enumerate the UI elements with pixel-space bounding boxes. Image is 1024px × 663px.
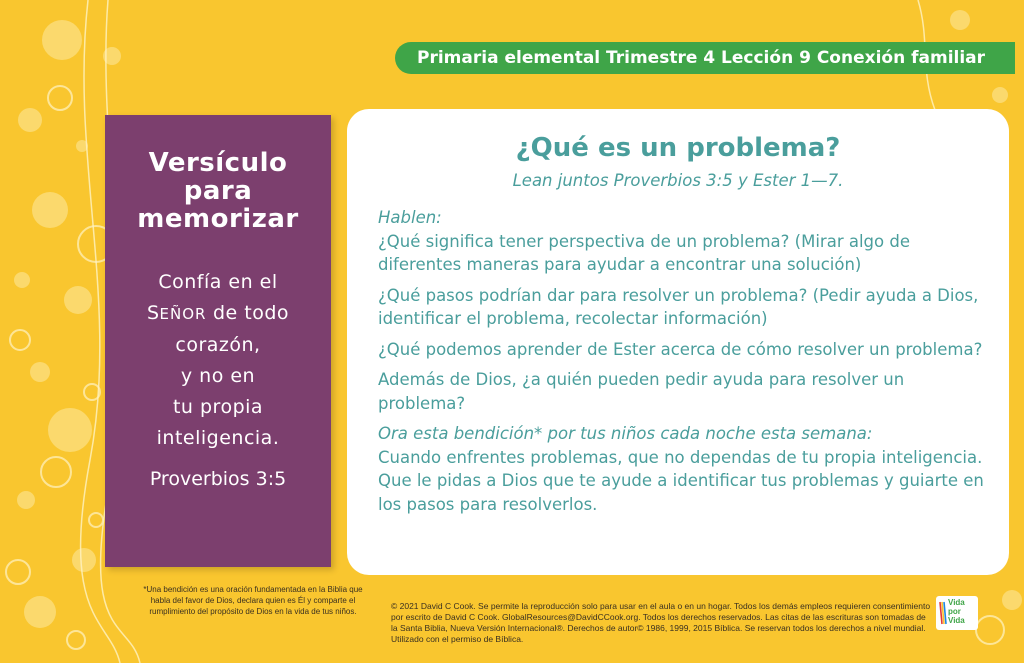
blessing-footnote: *Una bendición es una oración fundamentada en la Biblia que habla del favor de Dios, declara quien es Él y comparte el rumplimiento del propósito de Dios en la vida de tus niños. [143,585,363,616]
verse-reference: Proverbios 3:5 [149,468,287,490]
vida-por-vida-logo [936,596,978,630]
logo-text: Vida [948,616,965,625]
verse-line: corazón, [175,334,261,356]
discussion-content [378,206,988,523]
lord-smallcaps: EÑOR [159,305,207,323]
verse-line: inteligencia. [156,427,280,449]
blessing-text: Cuando enfrentes problemas, que no dependas de tu propia inteligencia. Que le pidas a Dios que te ayude a identificar tus problemas y guiarte en los pasos para resolverlos. [378,447,984,514]
logo-text: por [948,607,961,616]
talk-label: Hablen: [378,208,442,227]
verse-title-line: Versículo [148,148,288,178]
prayer-label: Ora esta bendición* por tus niños cada noche esta semana: [378,424,873,443]
lord-initial: S [146,302,160,324]
verse-line-suffix: de todo [206,302,290,324]
reading-instruction: Lean juntos Proverbios 3:5 y Ester 1—7. [512,171,844,190]
question: Además de Dios, ¿a quién pueden pedir ayuda para resolver un problema? [378,370,905,413]
memory-verse-text [105,267,331,454]
logo-stripes-icon [939,600,947,626]
verse-line: Confía en el [158,271,278,293]
memory-verse-card [105,115,331,567]
memory-verse-title [105,149,331,233]
verse-title-line: para [183,176,253,206]
copyright-notice: © 2021 David C Cook. Se permite la reproducción solo para usar en el aula o en un hogar. Todos los demás empleos requieren consentimiento por escrito de David C Cook. GlobalResources@DavidCCook.org. Todos los derechos reservados. Las citas de las escrituras son tomadas de la Santa Biblia, Nueva Versión Internacional®. Derechos de autor© 1986, 1999, 2015 Bíblica. Se reservan todos los derechos a nivel mundial. Utilizado con el permiso de Bíblica. [391,601,931,644]
question: ¿Qué significa tener perspectiva de un problema? (Mirar algo de diferentes maneras para ayudar a encontrar una solución) [378,231,910,274]
verse-line: y no en [180,365,256,387]
question: ¿Qué podemos aprender de Ester acerca de cómo resolver un problema? [378,339,983,359]
verse-line: tu propia [172,396,264,418]
lesson-banner: Primaria elemental Trimestre 4 Lección 9 Conexión familiar [395,42,1015,74]
question: ¿Qué pasos podrían dar para resolver un problema? (Pedir ayuda a Dios, identificar el problema, recolectar información) [378,285,979,328]
verse-line [105,298,331,330]
verse-title-line: memorizar [137,204,299,234]
logo-text: Vida [948,598,965,607]
page-title: ¿Qué es un problema? [515,133,841,163]
discussion-card [347,109,1009,575]
